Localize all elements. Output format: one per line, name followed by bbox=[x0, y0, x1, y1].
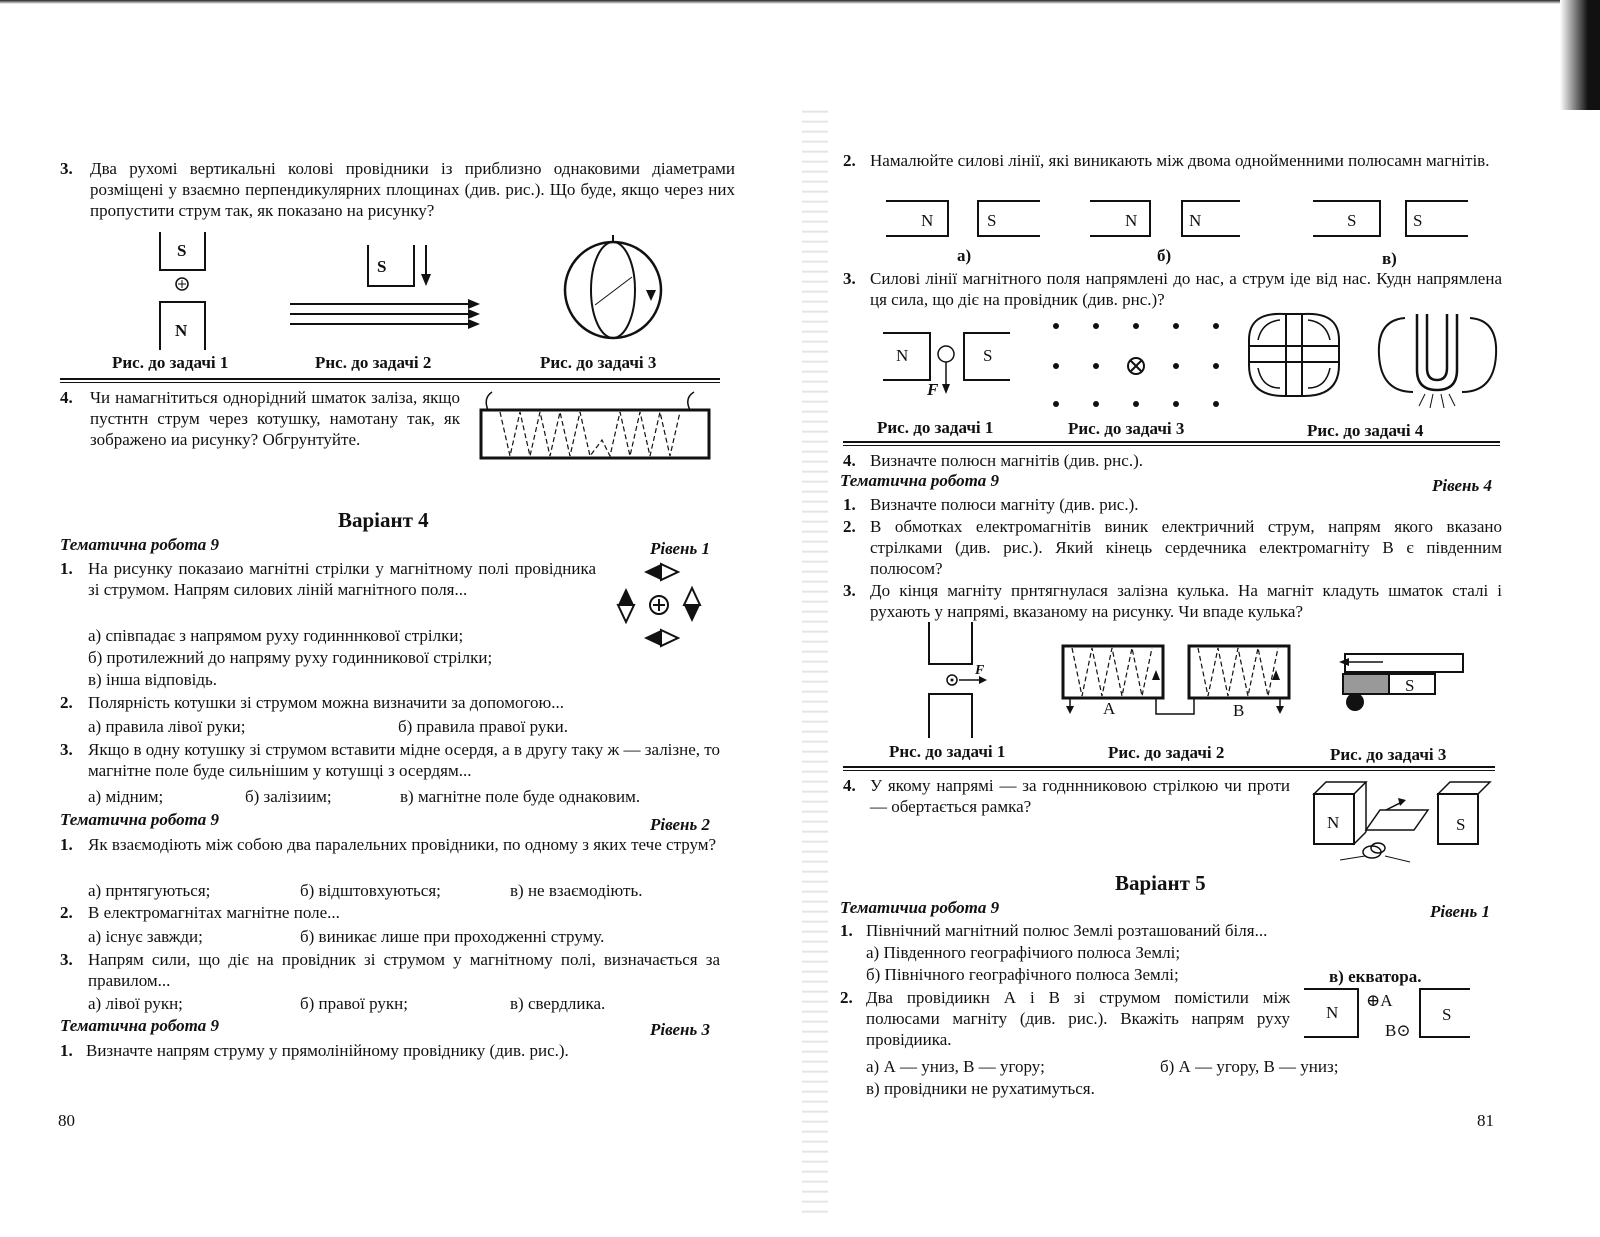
v4-l2-q3-option-a: а) лівої рукн; bbox=[88, 994, 183, 1013]
caption-fig2: Рнс. до задачі 2 bbox=[315, 353, 432, 372]
v5-q1-number: 1. bbox=[840, 921, 853, 940]
v5-q2-option-a: а) А — униз, В — угору; bbox=[866, 1057, 1045, 1076]
label-a: а) bbox=[957, 246, 972, 265]
coil-figure bbox=[478, 388, 713, 460]
q3-number: 3. bbox=[60, 159, 73, 178]
work-title-5: Тематичиа робота 9 bbox=[840, 898, 1000, 917]
compass-needles-figure bbox=[616, 560, 706, 650]
v5-q2-number: 2. bbox=[840, 988, 853, 1007]
variant-4-title: Варіант 4 bbox=[338, 508, 429, 532]
v4-l2-q3-option-b: б) правої рукн; bbox=[300, 994, 408, 1013]
fig1-s-label: S bbox=[177, 241, 187, 260]
v5-q1-option-b: б) Північного географічного полюса Землі; bbox=[866, 965, 1179, 984]
q3-text: Два рухомі вертикальні колові провідники із приблизно однаковими діаметрами розміщені у взаємно перпендикулярних площинах (див. рис.). Що буде, якщо через них пропустити струм так, як показано на рисунку? bbox=[90, 159, 735, 220]
l4-fig1-f: F bbox=[975, 663, 985, 678]
v4-l1-q3-option-b: б) залізиим; bbox=[245, 787, 332, 806]
page-number-left: 80 bbox=[58, 1111, 75, 1130]
l4-q1-text: Визначте полюси магніту (див. рис.). bbox=[870, 495, 1139, 514]
v4-l1-q3-number: 3. bbox=[60, 740, 73, 759]
r-q4-text: Визначте полюсн магнітів (див. рнс.). bbox=[870, 451, 1143, 470]
v4-l1-q1-number: 1. bbox=[60, 559, 73, 578]
corner-shadow bbox=[1560, 0, 1600, 110]
l4-fig2-a: A bbox=[1103, 699, 1116, 718]
v4-l1-q1-option-a: а) співпадає з напрямом руху годинннкової стрілки; bbox=[88, 626, 464, 645]
level-1: Рівень 1 bbox=[650, 539, 710, 558]
level-5: Рівень 1 bbox=[1430, 902, 1490, 921]
page-number-right: 81 bbox=[1477, 1111, 1494, 1130]
pole-pairs-figure bbox=[880, 198, 1480, 248]
v4-l2-q2-number: 2. bbox=[60, 903, 73, 922]
pair-b-n1: N bbox=[1125, 211, 1138, 230]
v4-l1-q2-option-a: а) правила лівої руки; bbox=[88, 717, 246, 736]
variant-5-title: Варіант 5 bbox=[1115, 871, 1206, 895]
r-q3-text: Силові лінії магнітного поля напрямлені до нас, а струм іде від нас. Кудн напрямлена ця сила, що діє на провідник (див. рнс.)? bbox=[870, 269, 1502, 309]
v4-l1-q1-option-b: б) протилежний до напряму руху годинникової стрілки; bbox=[88, 648, 493, 667]
v4-l2-q2-text: В електромагнітах магнітне поле... bbox=[88, 903, 340, 922]
v4-l1-q2-number: 2. bbox=[60, 693, 73, 712]
v4-l2-q3-option-c: в) свердлика. bbox=[510, 994, 606, 1013]
page-shadow bbox=[0, 0, 1600, 4]
force-fig-n: N bbox=[896, 346, 909, 365]
v4-l2-q1-text: Як взаємодіють між собою два паралельних провідники, по одному з яких тече струм? bbox=[88, 835, 717, 854]
v4-l1-q3-option-a: а) мідним; bbox=[88, 787, 164, 806]
pair-a-s: S bbox=[987, 211, 997, 230]
v4-l1-q2-text: Полярність котушки зі струмом можна визначити за допомогою... bbox=[88, 693, 564, 712]
v4-l2-q2-option-a: а) існує завжди; bbox=[88, 927, 203, 946]
v4-l1-q3-option-c: в) магнітне поле буде однаковим. bbox=[400, 787, 641, 806]
label-c: в) bbox=[1382, 249, 1397, 268]
pair-b-n2: N bbox=[1189, 211, 1202, 230]
pair-a-n: N bbox=[921, 211, 934, 230]
force-fig-s: S bbox=[983, 346, 993, 365]
r-q4-number: 4. bbox=[843, 451, 856, 470]
pair-c-s2: S bbox=[1413, 211, 1423, 230]
level-3: Рівень 3 bbox=[650, 1020, 710, 1039]
level-2: Рівень 2 bbox=[650, 815, 710, 834]
v4-l1-q3-text: Якщо в одну котушку зі струмом вставити мідне осердя, а в другу таку ж — залізне, то магнітне поле буде сильнішим у котушці з осердям... bbox=[88, 740, 720, 780]
v4-l2-q3-number: 3. bbox=[60, 950, 73, 969]
work-title-2: Тематична робота 9 bbox=[60, 810, 220, 829]
r-caption-fig4: Рис. до задачі 4 bbox=[1307, 421, 1424, 440]
dot-field-figure bbox=[1048, 318, 1228, 413]
label-b: б) bbox=[1157, 246, 1172, 265]
l4-q2-text: В обмотках електромагнітів виник електричний струм, напрям якого вказано стрілками (див. рис.). Який кінець сердечника електромагніту В є південним полюсом? bbox=[870, 517, 1502, 578]
v5-fig-conductor-b: B⊙ bbox=[1385, 1021, 1411, 1040]
r-caption-fig1: Рис. до задачі 1 bbox=[877, 418, 994, 437]
l4-fig2-b: B bbox=[1233, 701, 1245, 720]
work-title-4: Тематична робота 9 bbox=[840, 471, 1000, 490]
v5-q1-option-a: а) Південного географічиого полюса Землі; bbox=[866, 943, 1181, 962]
r-divider-1 bbox=[843, 441, 1500, 446]
v4-l2-q2-option-b: б) виникає лише при проходженні струму. bbox=[300, 927, 605, 946]
figure-2-wires bbox=[290, 240, 490, 340]
frame-fig-n: N bbox=[1327, 813, 1340, 832]
v5-fig-conductor-a: ⊕A bbox=[1366, 991, 1393, 1010]
v4-l1-q1-option-c: в) інша відповідь. bbox=[88, 670, 218, 689]
fig1-n-label: N bbox=[175, 321, 188, 340]
v4-l3-q1-number: 1. bbox=[60, 1041, 73, 1060]
force-fig-f: F bbox=[927, 380, 939, 399]
v4-l2-q3-text: Напрям сили, що діє на провідник зі струмом у магнітному полі, визначається за правилом... bbox=[88, 950, 720, 990]
v5-fig-n: N bbox=[1326, 1003, 1339, 1022]
v4-l2-q1-number: 1. bbox=[60, 835, 73, 854]
l4-q2-number: 2. bbox=[843, 517, 856, 536]
work-title-1: Тематична робота 9 bbox=[60, 535, 220, 554]
l4-fig1-magnets bbox=[925, 622, 1005, 742]
v4-l1-q2-option-b: б) правила правої руки. bbox=[398, 717, 569, 736]
l4-fig2-electromagnets bbox=[1060, 640, 1300, 720]
l4-caption-fig2: Рис. до задачі 2 bbox=[1108, 743, 1225, 762]
r-caption-fig3: Рис. до задачі 3 bbox=[1068, 419, 1185, 438]
l4-caption-fig1: Рнс. до задачі 1 bbox=[889, 742, 1006, 761]
v5-fig-s: S bbox=[1442, 1005, 1452, 1024]
l4-q4-number: 4. bbox=[843, 776, 856, 795]
v5-q1-option-c: в) екватора. bbox=[1329, 967, 1422, 986]
work-title-3: Тематична робота 9 bbox=[60, 1016, 220, 1035]
gutter-noise bbox=[802, 110, 828, 1220]
l4-fig3-s: S bbox=[1405, 676, 1415, 695]
v4-l3-q1-text: Визначте напрям струму у прямолінійному провіднику (див. рис.). bbox=[86, 1041, 569, 1060]
v4-l1-q1-text: На рисунку показаио магнітні стрілки у магнітному полі провідника зі струмом. Напрям силових ліній магнітного поля... bbox=[88, 559, 596, 599]
divider bbox=[60, 378, 720, 383]
frame-fig-s: S bbox=[1456, 815, 1466, 834]
l4-q3-number: 3. bbox=[843, 581, 856, 600]
v5-q2-text: Два провідиикн А і В зі струмом помістили між полюсами магніту (див. рис.). Вкажіть напрям руху провідиика. bbox=[866, 988, 1290, 1049]
l4-caption-fig3: Рис. до задачі 3 bbox=[1330, 745, 1447, 764]
pair-c-s1: S bbox=[1347, 211, 1357, 230]
r-q2-number: 2. bbox=[843, 151, 856, 170]
v4-l2-q1-option-b: б) відштовхуються; bbox=[300, 881, 441, 900]
caption-fig1: Рис. до задачі 1 bbox=[112, 353, 229, 372]
l4-q3-text: До кінця магніту прнтягнулася залізна кулька. На магніт кладуть шматок сталі і рухають у напрямі, вказаному на рисунку. Чи впаде кулька? bbox=[870, 581, 1502, 621]
r-divider-2 bbox=[843, 766, 1495, 771]
u-magnet-figure bbox=[1375, 310, 1500, 410]
fig2-s-label: S bbox=[377, 257, 387, 276]
v4-l2-q1-option-c: в) не взаємодіють. bbox=[510, 881, 643, 900]
v5-q1-text: Північний магнітний полюс Землі розташований біля... bbox=[866, 921, 1268, 940]
q4-number: 4. bbox=[60, 388, 73, 407]
v5-q2-option-c: в) провідники не рухатимуться. bbox=[866, 1079, 1095, 1098]
l4-q4-text: У якому напрямі — за годннниковою стрілкою чи проти — обертається рамка? bbox=[870, 776, 1290, 816]
cross-magnet-figure bbox=[1244, 310, 1344, 400]
r-q3-number: 3. bbox=[843, 269, 856, 288]
caption-fig3: Рис. до задачі 3 bbox=[540, 353, 657, 372]
v4-l2-q1-option-a: а) прнтягуються; bbox=[88, 881, 211, 900]
l4-q1-number: 1. bbox=[843, 495, 856, 514]
r-q2-text: Намалюйте силові лінії, які виникають між двома однойменними полюсамн магнітів. bbox=[870, 151, 1490, 170]
v5-q2-option-b: б) А — угору, В — униз; bbox=[1160, 1057, 1339, 1076]
level-4: Рівень 4 bbox=[1432, 476, 1492, 495]
q4-text: Чи намагнітиться однорідний шматок заліза, якщо пустнтн струм через котушку, намотану так, як зображено иа рисунку? Обгрунтуйте. bbox=[90, 388, 460, 449]
figure-3-coils bbox=[560, 235, 670, 345]
